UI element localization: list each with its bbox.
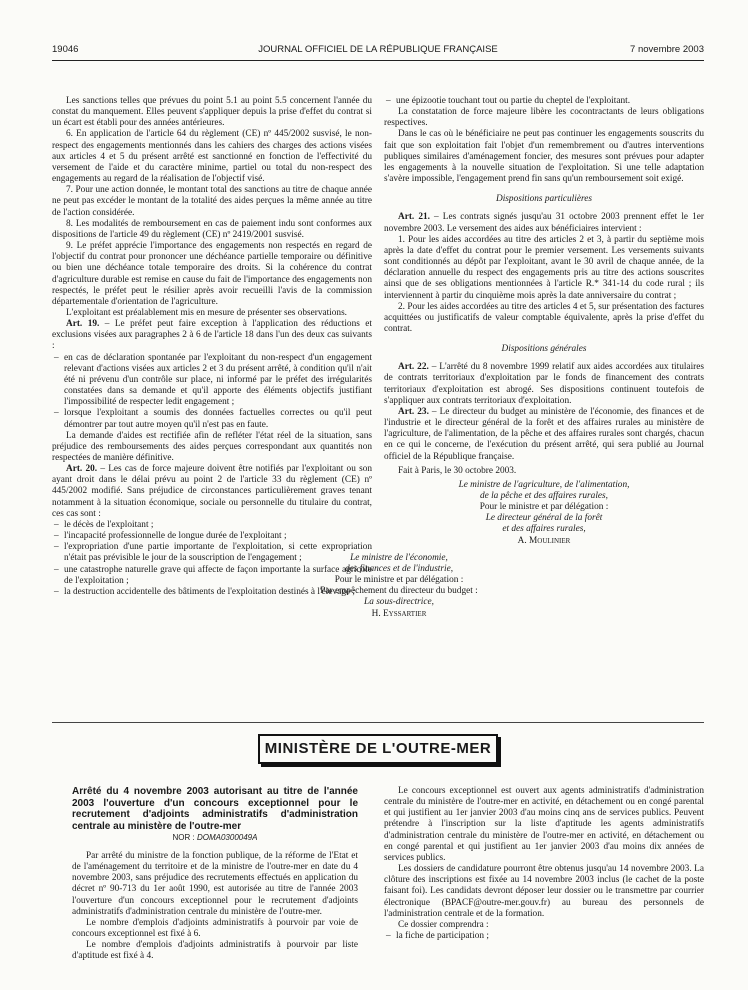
header-rule: [52, 60, 704, 61]
page-number: 19046: [52, 44, 79, 55]
list-item: – une catastrophe naturelle grave qui affecte de façon importante la surface agricole de l'exploitation ;: [52, 565, 372, 587]
nor-reference: [72, 833, 358, 842]
paragraph: Le nombre d'emplois d'adjoints administratifs à pourvoir par liste d'aptitude est fixé à 4.: [72, 940, 358, 962]
signature-line: Le directeur général de la forêt: [485, 513, 603, 524]
signature-line: des finances et de l'industrie,: [344, 563, 454, 574]
list-item: – lorsque l'exploitant a soumis des données factuelles correctes ou qu'il peut démontrer par tout autre moyen qu'il n'est pas en faute.: [52, 408, 372, 430]
top-right-column: [320, 96, 704, 620]
signature-line: Pour le ministre et par délégation :: [334, 575, 464, 586]
ministry-banner: MINISTÈRE DE L'OUTRE-MER: [258, 734, 498, 764]
signature-date: Fait à Paris, le 30 octobre 2003.: [398, 465, 517, 476]
signature-line: Pour le ministre et par délégation :: [479, 502, 609, 513]
paragraph: 8. Les modalités de remboursement en cas de paiement indu sont conformes aux dispositions de l'article 49 du règlement (CE) nº 2419/2001 susvisé.: [52, 218, 372, 240]
section-heading: Dispositions générales: [501, 344, 587, 355]
article-text: – L'arrêté du 8 novembre 1999 relatif aux aides accordées aux titulaires de contrats territoriaux d'exploitation par le fonds de financement des contrats territoriaux d'exploitation est abrogé. Ses dispositions continuent toutefois de s'appliquer aux contrats territoriaux d'exploitation.: [384, 362, 704, 406]
paragraph: 2. Pour les aides accordées au titre des articles 4 et 5, sur présentation des factures acquittées ou justificatifs de valeur comptable équivalente, après la prise d'effet du contrat.: [384, 301, 704, 334]
article-text: – Le directeur du budget au ministère de l'économie, des finances et de l'industrie et le directeur général de la forêt et des affaires rurales au ministère de l'agriculture, de l'alimentation, de la pêche et des affaires rurales sont chargés, chacun en ce qui le concerne, de l'exécution du présent arrêté, qui sera publié au Journal officiel de la République française.: [384, 406, 704, 462]
article-text: – Le préfet peut faire exception à l'application des réductions et exclusions visées aux paragraphes 2 à 6 de l'article 18 dans l'un des deux cas suivants :: [52, 319, 372, 352]
paragraph: Dans le cas où le bénéficiaire ne peut pas continuer les engagements souscrits du fait que son exploitation fait l'objet d'un remembrement ou d'autres interventions publiques similaires d'aménagement foncier, des mesures sont prévues pour adapter les engagements à la nouvelle situation de l'exploitation. Si une telle adaptation s'avère impossible, l'engagement prend fin sans qu'un remboursement soit exigé.: [384, 129, 704, 185]
paragraph: Ce dossier comprendra :: [398, 919, 489, 930]
signature-line: Le ministre de l'économie,: [350, 552, 448, 563]
journal-title: JOURNAL OFFICIEL DE LA RÉPUBLIQUE FRANÇAISE: [258, 44, 498, 55]
list-item: – l'expropriation d'une partie importante de l'exploitation, si cette expropriation n'était pas prévisible le jour de la souscription de l'engagement ;: [52, 542, 372, 564]
paragraph: Par arrêté du ministre de la fonction publique, de la réforme de l'Etat et de l'aménagement du territoire et de la ministre de l'outre-mer en date du 4 novembre 2003, sans préjudice des recrutements effectués en application du décret nº 90-713 du 1er août 1990, est autorisée au titre de l'année 2003 l'ouverture d'un concours exceptionnel pour le recrutement d'adjoints administratifs d'administration centrale du ministère de l'outre-mer.: [72, 851, 358, 917]
paragraph: 9. Le préfet apprécie l'importance des engagements non respectés en regard de l'objectif du contrat pour prononcer une déchéance partielle temporaire ou définitive ou bien une déchéance totale temporaire des droits. Si la cohérence du contrat d'agriculture durable est remise en cause du fait de l'importance des engagements non respectés, le préfet peut le résilier après avoir recueilli l'avis de la commission départementale d'orientation de l'agriculture.: [52, 241, 372, 307]
paragraph: 7. Pour une action donnée, le montant total des sanctions au titre de chaque année ne peut pas excéder le montant de la totalité des aides perçues la même année au titre de l'action considérée.: [52, 185, 372, 218]
top-left-column: [52, 96, 372, 598]
signature-line: et des affaires rurales,: [502, 524, 586, 535]
signature-line: La sous-directrice,: [364, 597, 434, 608]
nor-code: DOMA0300049A: [196, 833, 258, 842]
article-21: [384, 212, 704, 234]
list-item: – une épizootie touchant tout ou partie du cheptel de l'exploitant.: [384, 96, 704, 107]
list-item: – la destruction accidentelle des bâtiments de l'exploitation destinés à l'élevage ;: [52, 587, 372, 598]
list-item: – en cas de déclaration spontanée par l'exploitant du non-respect d'un engagement relevant d'actions visées aux articles 2 et 3 du présent arrêté, à condition qu'il n'ait été ni prévenu d'un contrôle sur place, ni informé par le préfet des irrégularités constatées dans sa demande et qu'il apporte des éléments objectifs justifiant l'impossibilité de respecter ledit engagement ;: [52, 353, 372, 409]
list-item: – la fiche de participation ;: [384, 931, 704, 942]
paragraph: Le nombre d'emplois d'adjoints administratifs à pourvoir par voie de concours exceptionnel est fixé à 6.: [72, 917, 358, 940]
paragraph: 1. Pour les aides accordées au titre des articles 2 et 3, à partir du septième mois après la date d'effet du contrat pour le premier versement. Les versements suivants sont conditionnés au dépôt par l'exploitant, avant le 30 avril de chaque année, de la déclaration annuelle du respect des engagements pris au titre des actions souscrites ainsi que de ses obligations mentionnées à l'article R.* 341-14 du code rural ; ils interviennent à partir du cinquième mois après la date anniversaire du contrat ;: [384, 234, 704, 301]
section-separator: [52, 722, 704, 723]
signature-block-1: [384, 480, 704, 547]
paragraph: Les dossiers de candidature pourront être obtenus jusqu'au 14 novembre 2003. La clôture des inscriptions est fixée au 14 novembre 2003 inclus (le cachet de la poste faisant foi). Les candidats devront déposer leur dossier ou le transmettre par courrier électronique (BPACF@outre-mer.gouv.fr) au bureau des personnels de l'administration centrale et de la formation.: [384, 864, 704, 919]
signature-line: Par empêchement du directeur du budget :: [320, 586, 478, 597]
signature-block-2: [284, 553, 514, 620]
article-label: Art. 19.: [66, 319, 100, 330]
article-label: Art. 21.: [398, 212, 430, 223]
arrete-title: Arrêté du 4 novembre 2003 autorisant au titre de l'année 2003 l'ouverture d'un concours exceptionnel pour le recrutement d'adjoints administratifs d'administration centrale au ministère de l'outre-mer: [72, 786, 358, 832]
article-label: Art. 20.: [66, 464, 98, 475]
bottom-left-column: [72, 851, 358, 963]
paragraph: La demande d'aides est rectifiée afin de refléter l'état réel de la situation, sans préjudice des remboursements des aides perçues correspondant aux quantités non respectées de manière définitive.: [52, 430, 372, 463]
paragraph: La constatation de force majeure libère les cocontractants de leurs obligations respectives.: [384, 107, 704, 129]
list-item: – l'incapacité professionnelle de longue durée de l'exploitant ;: [52, 531, 372, 542]
nor-label: NOR :: [172, 833, 197, 842]
section-heading: Dispositions particulières: [496, 194, 592, 205]
article-text: – Les contrats signés jusqu'au 31 octobre 2003 prennent effet le 1er novembre 2003. Le versement des aides aux bénéficiaires intervient :: [384, 212, 704, 234]
page-header: [52, 44, 704, 56]
signatory-name: H. Eyssartier: [371, 608, 427, 619]
bottom-right-column: [384, 786, 704, 942]
article-label: Art. 22.: [398, 362, 429, 373]
article-20: [52, 464, 372, 520]
paragraph: L'exploitant est préalablement mis en mesure de présenter ses observations.: [66, 307, 348, 318]
paragraph: 6. En application de l'article 64 du règlement (CE) nº 445/2002 susvisé, le non-respect des engagements mentionnés dans les cahiers des charges des actions visées aux articles 4 et 5 du présent arrêté est sanctionné en fonction de l'effectivité du versement de l'aide et du caractère minime, partiel ou total du non-respect des engagements au regard de la réalisation de l'objectif visé.: [52, 129, 372, 185]
paragraph: Le concours exceptionnel est ouvert aux agents administratifs d'administration centrale du ministère de l'outre-mer en activité, en détachement ou en congé parental et qui justifient au 1er janvier 2003 d'au moins cinq ans de services publics. Peuvent prétendre à l'inscription sur la liste d'aptitude les agents administratifs d'administration centrale du ministère de l'outre-mer en activité, en détachement ou en congé parental et qui justifient au 1er janvier 2003 d'au moins dix années de services publics.: [384, 786, 704, 863]
paragraph: Les sanctions telles que prévues du point 5.1 au point 5.5 concernent l'année du constat du manquement. Elles peuvent s'appliquer depuis la prise d'effet du contrat si un écart est établi pour des années antérieures.: [52, 96, 372, 129]
article-19: [52, 319, 372, 352]
signature-line: Le ministre de l'agriculture, de l'alimentation,: [458, 479, 630, 490]
article-label: Art. 23.: [398, 406, 429, 417]
article-22: [384, 362, 704, 407]
signature-line: de la pêche et des affaires rurales,: [480, 491, 608, 501]
signatory-name: A. Moulinier: [517, 535, 571, 546]
list-item: – le décès de l'exploitant ;: [52, 520, 372, 531]
issue-date: 7 novembre 2003: [630, 44, 704, 55]
article-23: [384, 407, 704, 463]
article-text: – Les cas de force majeure doivent être notifiés par l'exploitant ou son ayant droit dans le délai prévu au point 2 de l'article 33 du règlement (CE) nº 445/2002 modifié. Sans préjudice de circonstances particulièrement graves tenant notamment à la situation économique, sociale ou personnelle du titulaire du contrat, ces cas sont :: [52, 464, 372, 519]
